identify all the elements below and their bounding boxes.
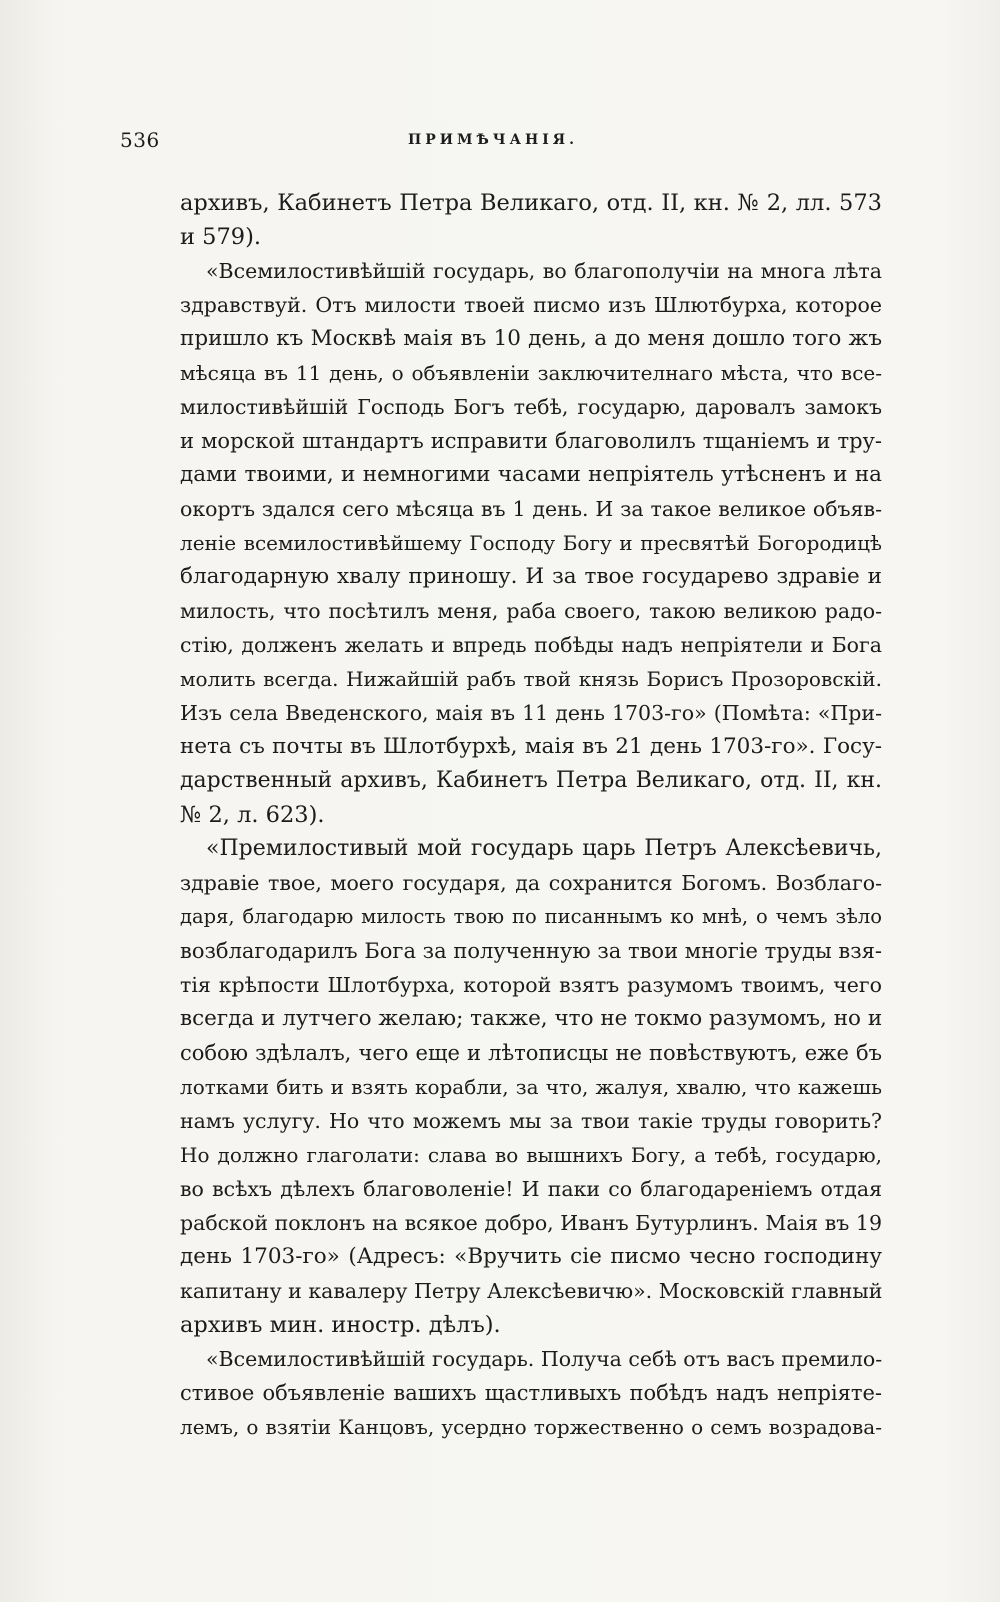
text-line: даря, благодарю милость твою по писаннымъ ко мнѣ, о чемъ зѣло xyxy=(180,905,882,928)
text-line: здравіе твое, моего государя, да сохранится Богомъ. Возблаго- xyxy=(180,871,882,895)
text-line: «Всемилостивѣйшій государь, во благополучіи на многа лѣта xyxy=(206,259,882,283)
text-line: леніе всемилостивѣйшему Господу Богу и пресвятѣй Богородицѣ xyxy=(180,531,882,555)
text-line: Но должно глаголати: слава во вышнихъ Богу, а тебѣ, государю, xyxy=(180,1143,882,1167)
text-line: собою здѣлалъ, чего еще и лѣтописцы не повѣствуютъ, еже бъ xyxy=(180,1041,882,1065)
text-line: милость, что посѣтилъ меня, раба своего, такою великою радо- xyxy=(180,599,882,623)
text-line: лотками бить и взять корабли, за что, жалуя, хвалю, что кажешь xyxy=(180,1075,882,1099)
text-line: лемъ, о взятіи Канцовъ, усердно торжественно о семъ возрадова- xyxy=(180,1415,882,1439)
text-line: во всѣхъ дѣлехъ благоволеніе! И паки со благодареніемъ отдая xyxy=(180,1177,882,1201)
text-line: дами твоими, и немногими часами непріятель утѣсненъ и на xyxy=(180,462,882,487)
text-line: Изъ села Введенского, маія въ 11 день 1703-го» (Помѣта: «При- xyxy=(180,701,882,725)
text-line: «Премилостивый мой государь царь Петръ Алексѣевичь, xyxy=(206,836,882,861)
text-line: и морской штандартъ исправити благоволилъ тщаніемъ и тру- xyxy=(180,429,882,453)
text-line: № 2, л. 623). xyxy=(180,802,325,828)
text-line: день 1703-го» (Адресъ: «Вручить сіе писмо чесно господину xyxy=(180,1244,882,1269)
text-line: и 579). xyxy=(180,224,262,250)
text-line: архивъ, Кабинетъ Петра Великаго, отд. II, кн. № 2, лл. 573 xyxy=(180,190,882,216)
text-line: пришло къ Москвѣ маія въ 10 день, а до меня дошло того жъ xyxy=(180,326,882,351)
text-line: дарственный архивъ, Кабинетъ Петра Великаго, отд. II, кн. xyxy=(180,768,882,793)
text-line: мѣсяца въ 11 день, о объявленіи заключителнаго мѣста, что все- xyxy=(180,361,882,385)
text-line: возблагодарилъ Бога за полученную за твои многіе труды взя- xyxy=(180,939,882,963)
text-line: окортъ здался сего мѣсяца въ 1 день. И за такое великое объяв- xyxy=(180,497,882,521)
text-line: капитану и кавалеру Петру Алексѣевичю». Московскій главный xyxy=(180,1279,882,1303)
text-line: милостивѣйшій Господь Богъ тебѣ, государю, даровалъ замокъ xyxy=(180,395,882,419)
text-line: нета съ почты въ Шлотбурхѣ, маія въ 21 день 1703-го». Госу- xyxy=(180,734,882,759)
body-text xyxy=(180,186,882,1444)
page-number: 536 xyxy=(120,128,160,152)
text-line: стивое объявленіе вашихъ щастливыхъ побѣдъ надъ непріяте- xyxy=(180,1381,882,1405)
text-line: намъ услугу. Но что можемъ мы за твои такіе труды говорить? xyxy=(180,1109,882,1133)
running-head: ПРИМѢЧАНІЯ. xyxy=(408,132,578,148)
text-line: «Всемилостивѣйшій государь. Получа себѣ отъ васъ премило- xyxy=(206,1347,882,1371)
text-line: тія крѣпости Шлотбурха, которой взятъ разумомъ твоимъ, чего xyxy=(180,973,882,997)
text-line: стію, долженъ желать и впредь побѣды надъ непріятели и Бога xyxy=(180,633,882,657)
text-line: архивъ мин. иностр. дѣлъ). xyxy=(180,1312,501,1338)
text-line: молить всегда. Нижайшій рабъ твой князь Борисъ Прозоровскій. xyxy=(180,667,882,691)
text-line: рабской поклонъ на всякое добро, Иванъ Бутурлинъ. Маія въ 19 xyxy=(180,1211,882,1235)
text-line: здравствуй. Отъ милости твоей писмо изъ Шлютбурха, которое xyxy=(180,293,882,317)
text-line: благодарную хвалу приношу. И за твое государево здравіе и xyxy=(180,564,882,589)
text-line: всегда и лутчего желаю; также, что не токмо разумомъ, но и xyxy=(180,1006,882,1031)
